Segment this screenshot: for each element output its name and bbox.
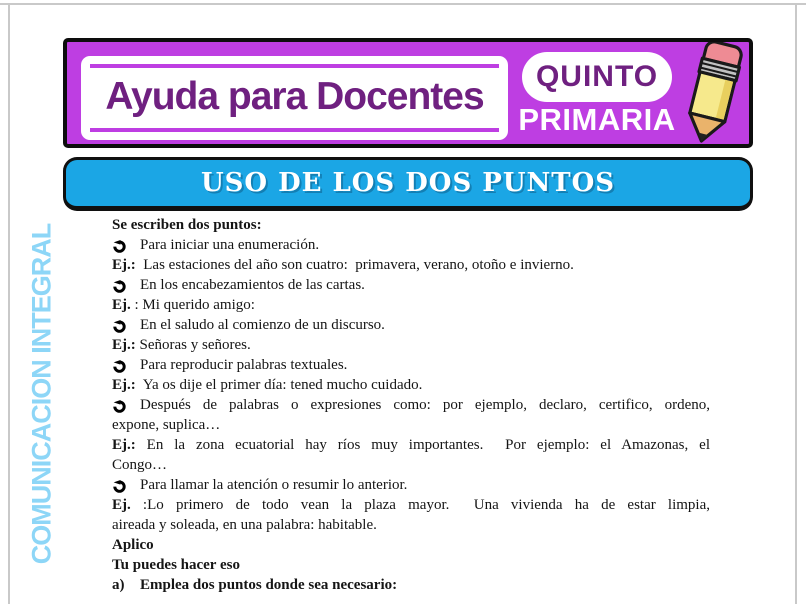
sidebar-vertical-label: COMUNICACION INTEGRAL: [26, 223, 57, 565]
grade-level-label: QUINTO: [535, 60, 659, 93]
rule-item: [112, 275, 710, 295]
brand-title: Ayuda para Docentes: [105, 75, 484, 119]
rule-item: [112, 475, 710, 495]
example-line: [112, 375, 710, 395]
continuation-line: expone, suplica…: [112, 417, 221, 433]
list-marker: a): [112, 577, 125, 593]
pencil-icon: [687, 40, 749, 148]
rule-text: Para iniciar una enumeración.: [140, 237, 320, 253]
exercise-item: [112, 575, 710, 595]
page-border-right: [795, 3, 797, 604]
exercise-text: Emplea dos puntos donde sea necesario:: [140, 577, 398, 593]
title-banner: [63, 157, 753, 211]
example-line: [112, 255, 710, 275]
rule-text: Después de palabras o expresiones como: por ejemplo, declaro, certifico, ordeno,: [140, 397, 710, 413]
example-prefix: Ej.:: [112, 257, 136, 273]
section-heading: Tu puedes hacer eso: [112, 557, 240, 573]
example-prefix: Ej.:: [112, 437, 136, 453]
curved-arrow-bullet-icon: [113, 279, 126, 292]
example-line: [112, 295, 710, 315]
section-heading: Se escriben dos puntos:: [112, 217, 262, 233]
page-border-top: [0, 3, 806, 5]
grade-level-badge: [522, 52, 672, 102]
rule-item: [112, 315, 710, 335]
example-line: [112, 435, 710, 455]
example-text: Las estaciones del año son cuatro: primavera, verano, otoño e invierno.: [135, 257, 574, 273]
example-prefix: Ej.: [112, 297, 131, 313]
page-border-left: [8, 3, 10, 604]
rule-text: En el saludo al comienzo de un discurso.: [140, 317, 385, 333]
rule-text: Para llamar la atención o resumir lo anterior.: [140, 477, 408, 493]
worksheet-content: [112, 215, 710, 595]
example-text: Señoras y señores.: [135, 337, 251, 353]
grade-primaria-label: PRIMARIA: [518, 102, 676, 137]
example-text: Ya os dije el primer día: tened mucho cuidado.: [135, 377, 423, 393]
example-text: En la zona ecuatorial hay ríos muy importantes. Por ejemplo: el Amazonas, el: [135, 437, 710, 453]
rule-item: [112, 395, 710, 415]
example-line: [112, 335, 710, 355]
example-prefix: Ej.:: [112, 377, 136, 393]
curved-arrow-bullet-icon: [113, 399, 126, 412]
curved-arrow-bullet-icon: [113, 239, 126, 252]
continuation-line: aireada y soleada, en una palabra: habitable.: [112, 517, 377, 533]
section-heading: Aplico: [112, 537, 154, 553]
curved-arrow-bullet-icon: [113, 319, 126, 332]
example-prefix: Ej.: [112, 497, 131, 513]
rule-item: [112, 355, 710, 375]
continuation-line: Congo…: [112, 457, 168, 473]
header-banner: [63, 38, 753, 148]
rule-text: Para reproducir palabras textuales.: [140, 357, 348, 373]
page-title: USO DE LOS DOS PUNTOS: [200, 168, 616, 198]
example-prefix: Ej.:: [112, 337, 136, 353]
curved-arrow-bullet-icon: [113, 479, 126, 492]
example-text: :Lo primero de todo vean la plaza mayor. Una vivienda ha de estar limpia,: [130, 497, 710, 513]
brand-box: [81, 56, 508, 140]
example-text: : Mi querido amigo:: [130, 297, 255, 313]
rule-item: [112, 235, 710, 255]
brand-box-rule-bottom: [90, 128, 499, 132]
brand-box-rule-top: [90, 64, 499, 68]
rule-text: En los encabezamientos de las cartas.: [140, 277, 365, 293]
example-line: [112, 495, 710, 515]
curved-arrow-bullet-icon: [113, 359, 126, 372]
